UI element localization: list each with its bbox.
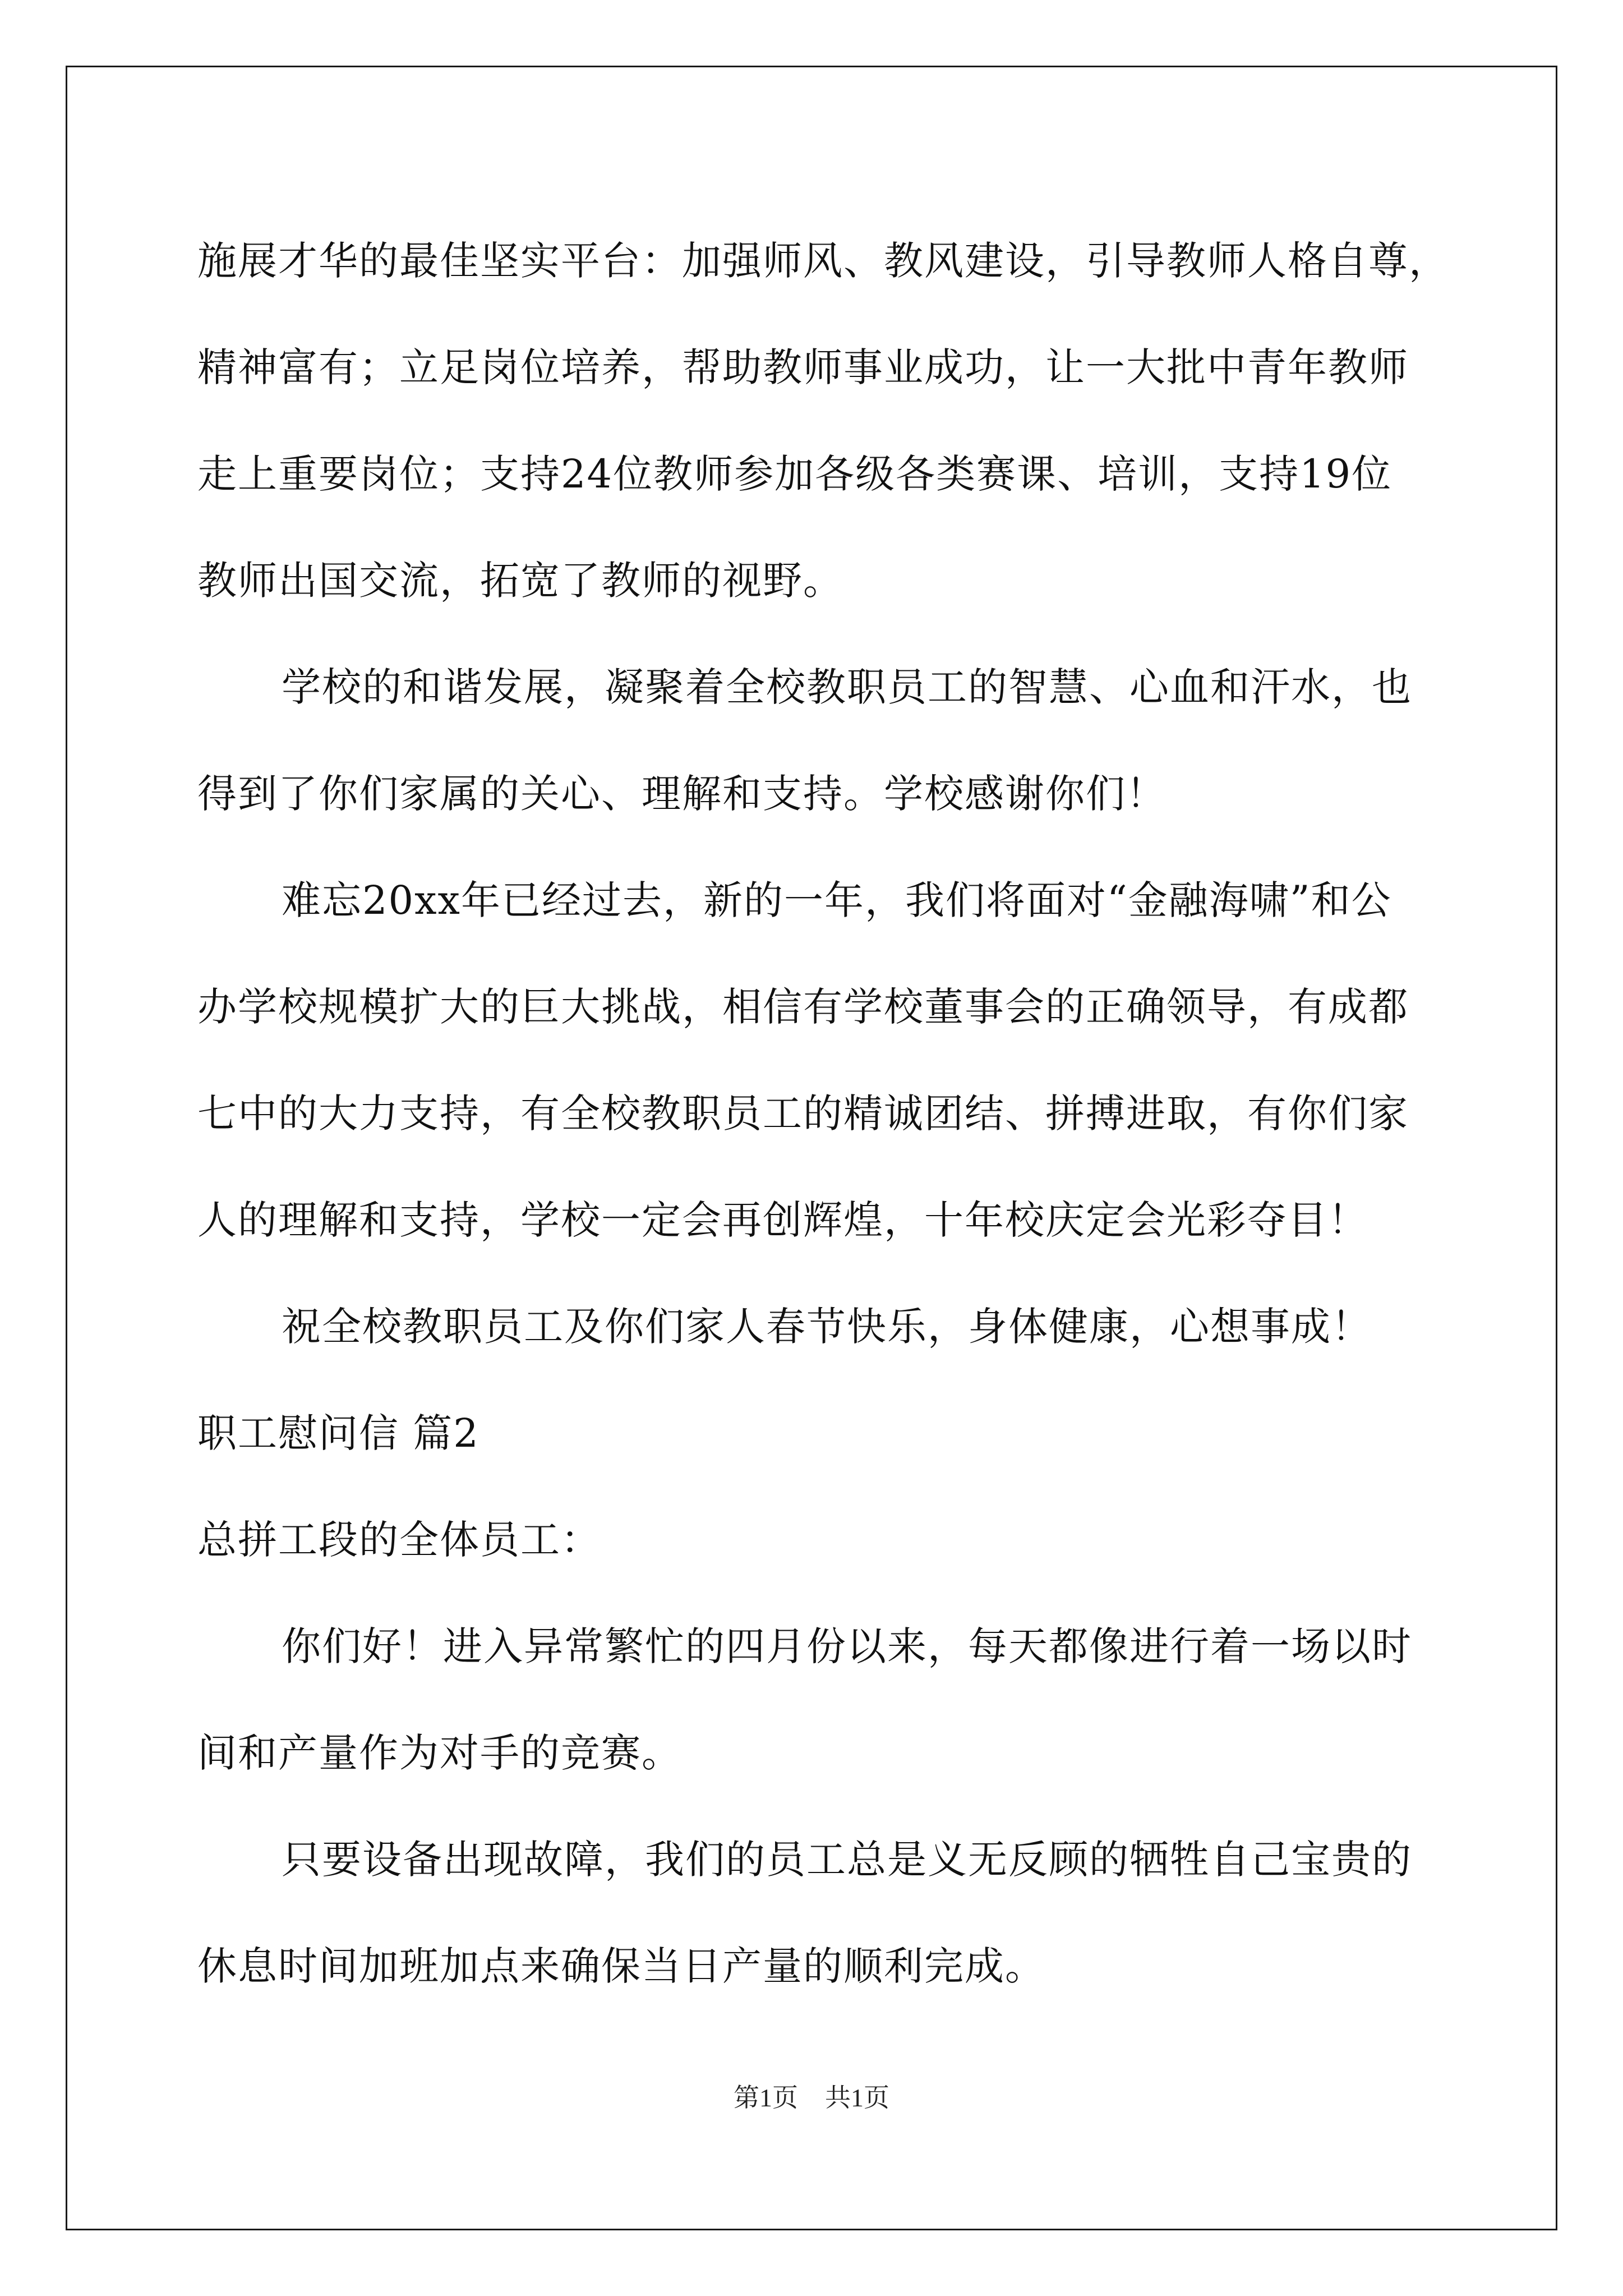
paragraph-start-line: 只要设备出现故障，我们的员工总是义无反顾的牺牲自己宝贵的 [282, 1837, 1412, 1883]
text-line: 教师出国交流，拓宽了教师的视野。 [197, 558, 843, 604]
section-heading: 职工慰问信 篇2 [197, 1410, 479, 1456]
text-line: 人的理解和支持，学校一定会再创辉煌，十年校庆定会光彩夺目！ [197, 1197, 1368, 1243]
paragraph-start-line: 难忘20xx年已经过去，新的一年，我们将面对“金融海啸”和公 [282, 877, 1392, 923]
page-number: 第1页 [734, 2083, 798, 2112]
text-line: 得到了你们家属的关心、理解和支持。学校感谢你们！ [197, 771, 1166, 817]
text-line: 休息时间加班加点来确保当日产量的顺利完成。 [197, 1943, 1045, 1989]
text-line: 间和产量作为对手的竞赛。 [197, 1730, 682, 1776]
paragraph-start-line: 你们好！进入异常繁忙的四月份以来，每天都像进行着一场以时 [282, 1623, 1412, 1669]
text-line: 七中的大力支持，有全校教职员工的精诚团结、拼搏进取，有你们家 [197, 1091, 1409, 1137]
paragraph-start-line: 祝全校教职员工及你们家人春节快乐，身体健康，心想事成！ [282, 1304, 1372, 1350]
salutation: 总拼工段的全体员工： [197, 1517, 601, 1563]
text-line: 办学校规模扩大的巨大挑战，相信有学校董事会的正确领导，有成都 [197, 984, 1409, 1030]
page-footer [0, 2081, 1623, 2115]
text-line: 施展才华的最佳坚实平台：加强师风、教风建设，引导教师人格自尊， [197, 238, 1449, 284]
document-body [197, 208, 1454, 2019]
page-total: 共1页 [825, 2083, 889, 2112]
paragraph-start-line: 学校的和谐发展，凝聚着全校教职员工的智慧、心血和汗水，也 [282, 664, 1412, 710]
text-line: 走上重要岗位；支持24位教师参加各级各类赛课、培训，支持19位 [197, 451, 1393, 497]
text-line: 精神富有；立足岗位培养，帮助教师事业成功，让一大批中青年教师 [197, 344, 1409, 390]
